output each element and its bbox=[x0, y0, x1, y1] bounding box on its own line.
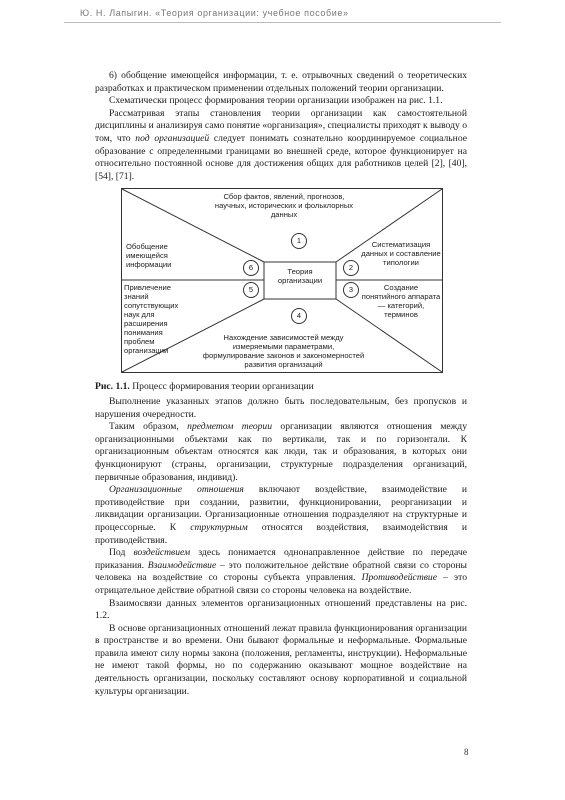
stage-left-bottom-label: Привлечение знаний сопутствующих наук для расширения понимания проблем организации bbox=[124, 283, 179, 355]
paragraph: В основе организационных отношений лежат правила функционирования организации в пространстве и во времени. Они бывают формальные и неформальные. Формальные правила имеют силу нормы закона (положения, регламенты, инструкции). Неформальные не имеют такой формы, но по содержанию оказывают мощное воздействие на деятельность организации, поскольку составляют основу корпоративной и социальной культуры организации. bbox=[95, 622, 467, 697]
figure-caption bbox=[95, 381, 314, 392]
term: под организацией bbox=[135, 132, 210, 144]
figure-1-1-diagram bbox=[121, 188, 443, 373]
intro-text-block bbox=[95, 70, 467, 183]
paragraph: Таким образом, предметом теории организации являются отношения между организационными объектами как по вертикали, так и по горизонтали. К организационным объектам относятся как люди, так и образования, в которых они функционируют (страны, организации, структурные подразделения организаций, первичные образования, индивид). bbox=[95, 421, 467, 483]
main-text-block bbox=[95, 396, 467, 698]
stage-bottom-label: Нахождение зависимостей между измеряемыми параметрами, формулирование законов и закономерностей развития организаций bbox=[202, 333, 365, 369]
stage-number-6: 6 bbox=[243, 260, 259, 276]
paragraph: Схематически процесс формирования теории организации изображен на рис. 1.1. bbox=[109, 95, 443, 107]
running-head: Ю. Н. Лапыгин. «Теория организации: учебное пособие» bbox=[80, 8, 349, 18]
stage-number-2: 2 bbox=[343, 260, 359, 276]
stage-left-top-label: Обобщение имеющейся информации bbox=[126, 242, 172, 269]
paragraph: Организационные отношения включают воздействие, взаимодействие и противодействие при создании, развитии, функционировании, реорганизации и ликвидации организации. Организационные отношения подразделяют на структурные и процессорные. К структурным относятся воздействия, взаимодействия и противодействия. bbox=[95, 484, 468, 546]
term: Взаимодействие bbox=[147, 559, 217, 571]
term: структурным bbox=[190, 521, 248, 533]
term: Противодействие bbox=[361, 572, 437, 584]
term: предметом теории bbox=[187, 421, 273, 433]
caption-text: Процесс формирования теории организации bbox=[129, 381, 314, 392]
term: воздействием bbox=[133, 547, 191, 559]
paragraph: Рассматривая этапы становления теории организации как самостоятельной дисциплины и анализируя само понятие «организация», специалисты приходят к выводу о том, что под организацией следует понимать сознательно координируемое социальное образование с определенными границами во внешней среде, которое функционирует на относительно постоянной основе для достижения общих для работников целей [2], [40], [54], [71]. bbox=[95, 107, 467, 182]
page-number: 8 bbox=[464, 747, 469, 757]
paragraph: Под воздействием здесь понимается однонаправленное действие по передаче приказания. Взаимодействие – это положительное действие обратной связи со стороны человека на воздействие со стороны субъекта управления. Противодействие – это отрицательное действие обратной связи со стороны человека на воздействие. bbox=[95, 547, 467, 596]
stage-number-4: 4 bbox=[291, 308, 307, 324]
stage-number-1: 1 bbox=[291, 233, 307, 249]
paragraph: Взаимосвязи данных элементов организационных отношений представлены на рис. 1.2. bbox=[95, 597, 467, 622]
paragraph: 6) обобщение имеющейся информации, т. е. отрывочных сведений о теоретических разработках и практическом применении отдельных положений теории организации. bbox=[95, 70, 467, 94]
stage-right-bottom-label: Создание понятийного аппарата — категорий, терминов bbox=[361, 283, 441, 319]
caption-label: Рис. 1.1. bbox=[95, 381, 130, 392]
stage-number-3: 3 bbox=[343, 282, 359, 298]
stage-number-5: 5 bbox=[243, 282, 259, 298]
paragraph: Выполнение указанных этапов должно быть последовательным, без пропусков и нарушения очередности. bbox=[95, 396, 467, 420]
center-label: Теория организации bbox=[277, 267, 323, 285]
stage-right-top-label: Систематизация данных и составление типологии bbox=[361, 240, 441, 267]
header-rule bbox=[64, 22, 501, 23]
term: Организационные отношения bbox=[109, 484, 244, 496]
stage-top-label: Сбор фактов, явлений, прогнозов, научных, исторических и фольклорных данных bbox=[214, 192, 354, 219]
